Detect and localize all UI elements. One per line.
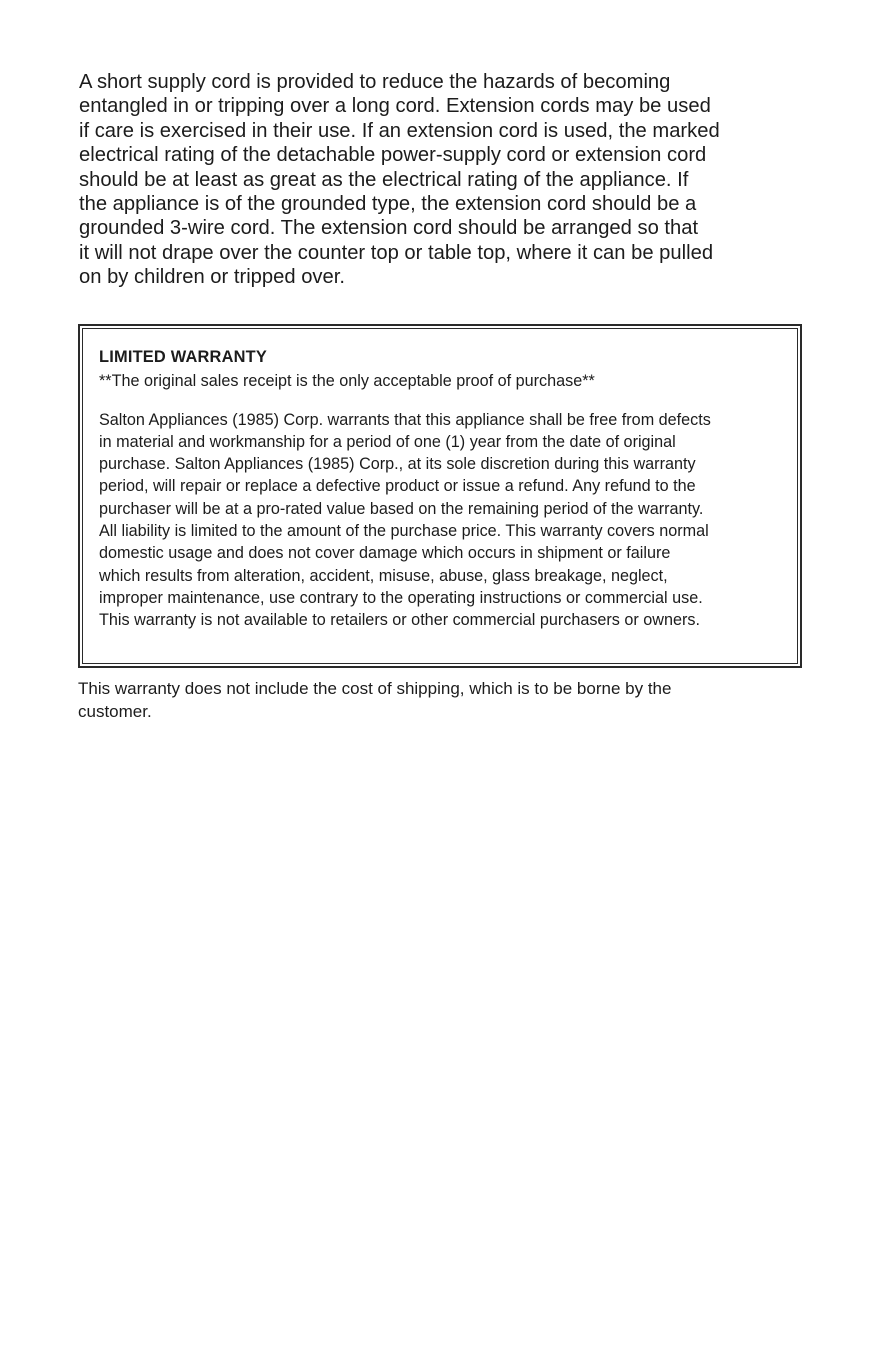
- warranty-body-line: period, will repair or replace a defective product or issue a refund. Any refund to the: [99, 477, 696, 496]
- warranty-body: [99, 409, 799, 632]
- cord-notice-line: if care is exercised in their use. If an extension cord is used, the marked: [79, 119, 720, 142]
- warranty-body-line: in material and workmanship for a period of one (1) year from the date of original: [99, 432, 676, 451]
- warranty-title: LIMITED WARRANTY: [99, 348, 268, 366]
- shipping-cost-note: [78, 677, 798, 723]
- cord-notice-line: electrical rating of the detachable power-supply cord or extension cord: [79, 144, 707, 167]
- warranty-body-line: purchaser will be at a pro-rated value based on the remaining period of the warranty.: [99, 499, 704, 518]
- warranty-body-line: purchase. Salton Appliances (1985) Corp., at its sole discretion during this warranty: [99, 455, 696, 474]
- cord-notice-line: it will not drape over the counter top or table top, where it can be pulled: [79, 241, 714, 264]
- limited-warranty-box: [78, 324, 802, 668]
- cord-safety-notice: [79, 70, 799, 290]
- cord-notice-line: grounded 3-wire cord. The extension cord should be arranged so that: [79, 217, 699, 240]
- cord-notice-line: entangled in or tripping over a long cord. Extension cords may be used: [79, 95, 711, 118]
- cord-notice-line: the appliance is of the grounded type, the extension cord should be a: [79, 193, 697, 216]
- cord-notice-line: A short supply cord is provided to reduce the hazards of becoming: [79, 71, 671, 93]
- warranty-content: [99, 346, 799, 632]
- shipping-note-line: This warranty does not include the cost of shipping, which is to be borne by the: [78, 679, 672, 698]
- warranty-body-line: All liability is limited to the amount of the purchase price. This warranty covers normal: [99, 522, 709, 541]
- warranty-body-line: domestic usage and does not cover damage which occurs in shipment or failure: [99, 544, 671, 563]
- cord-notice-line: should be at least as great as the electrical rating of the appliance. If: [79, 168, 689, 191]
- warranty-body-line: Salton Appliances (1985) Corp. warrants that this appliance shall be free from defects: [99, 410, 711, 429]
- warranty-body-line: This warranty is not available to retailers or other commercial purchasers or owners.: [99, 611, 700, 630]
- warranty-body-line: improper maintenance, use contrary to the operating instructions or commercial use.: [99, 588, 703, 607]
- cord-notice-line: on by children or tripped over.: [79, 266, 345, 289]
- warranty-body-line: which results from alteration, accident, misuse, abuse, glass breakage, neglect,: [99, 566, 668, 585]
- warranty-proof-note: **The original sales receipt is the only acceptable proof of purchase**: [99, 372, 595, 391]
- shipping-note-line: customer.: [78, 702, 152, 721]
